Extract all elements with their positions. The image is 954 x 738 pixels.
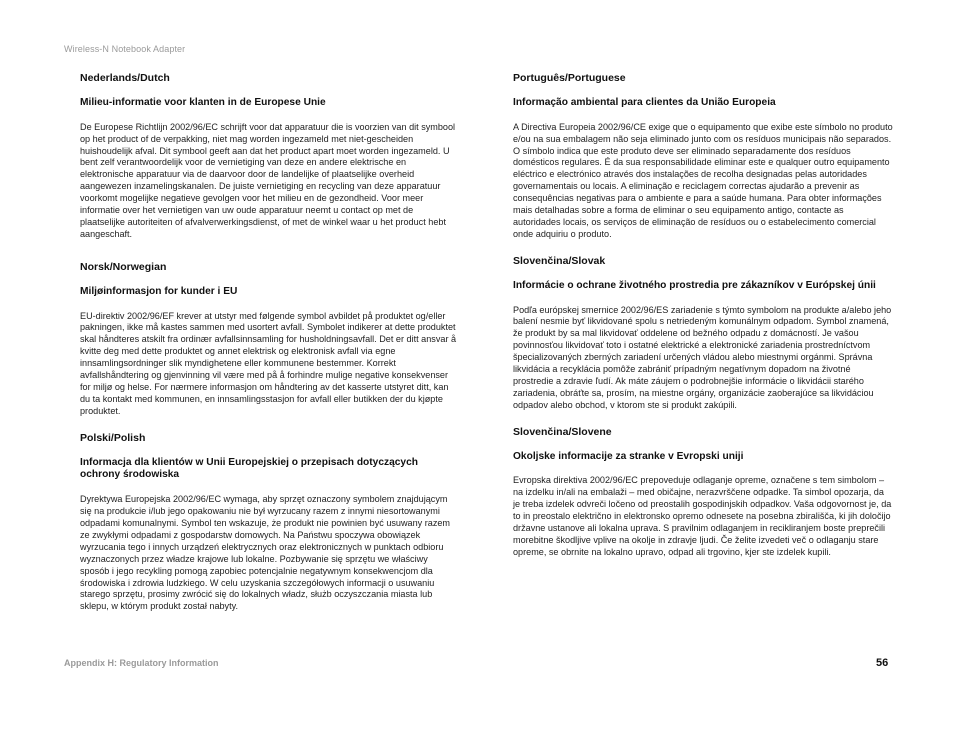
- right-column: [513, 72, 893, 571]
- section-heading: Informacja dla klientów w Unii Europejskiej o przepisach dotyczących ochrony środowiska: [80, 456, 418, 481]
- language-title: Polski/Polish: [80, 431, 146, 444]
- section-heading: Okoljske informacije za stranke v Evropski uniji: [513, 450, 744, 462]
- language-title: Norsk/Norwegian: [80, 260, 167, 273]
- section-body: A Directiva Europeia 2002/96/CE exige que o equipamento que exibe este símbolo no produto e/ou na sua embalagem não seja eliminado junto com os resíduos municipais não separados. O símbolo indica que este produto deve ser eliminado separadamente dos resíduos domésticos regulares. É da sua responsabilidade eliminar este e qualquer outro equipamento eléctrico e electrónico através dos instalações de recolha designadas pelas autoridades governamentais ou locais. A eliminação e reciclagem correctas ajudarão a prevenir as consequências negativas para o ambiente e para a saúde humana. Para obter informações mais detalhadas sobre a forma de eliminar o seu equipamento antigo, contacte as autoridades locais, os serviços de eliminação de resíduos ou o estabelecimento comercial onde adquiriu o produto.: [513, 121, 893, 239]
- section-portuguese: [513, 72, 893, 241]
- language-title: Slovenčina/Slovak: [513, 254, 606, 267]
- document-header: Wireless-N Notebook Adapter: [64, 44, 186, 54]
- section-heading: Informácie o ochrane životného prostredia pre zákazníkov v Európskej únii: [513, 279, 876, 291]
- section-slovene: [513, 426, 893, 559]
- section-heading: Milieu-informatie voor klanten in de Europese Unie: [80, 97, 326, 108]
- language-title: Slovenčina/Slovene: [513, 425, 612, 438]
- footer-section-title: Appendix H: Regulatory Information: [64, 658, 219, 668]
- section-norwegian: [80, 261, 458, 418]
- section-heading: Informação ambiental para clientes da União Europeia: [513, 97, 776, 108]
- section-polish: [80, 432, 458, 614]
- language-title: Português/Portuguese: [513, 72, 626, 84]
- section-slovak: [513, 255, 893, 412]
- section-dutch: [80, 72, 458, 241]
- section-body: Podľa európskej smernice 2002/96/ES zariadenie s týmto symbolom na produkte a/alebo jeho balení nesmie byť likvidované spolu s netriedeným komunálnym odpadom. Symbol znamená, že produkt by sa mal likvidovať oddelene od bežného odpadu z domácností. Je vašou povinnosťou likvidovať toto i ostatné elektrické a elektronické zariadenia prostredníctvom špecializovaných zberných zariadení určených vládou alebo miestnymi orgánmi. Správna likvidácia a recyklácia pomôže zabrániť prípadným negatívnym dopadom na životné prostredie a zdravie ľudí. Ak máte záujem o podrobnejšie informácie o likvidácii starého zariadenia, obráťte sa, prosím, na miestne orgány, organizácie zaoberajúce sa likvidáciou odpadov alebo obchod, v ktorom ste si produkt zakúpili.: [513, 304, 892, 410]
- section-body: Evropska direktiva 2002/96/EC prepoveduje odlaganje opreme, označene s tem simbolom – na izdelku in/ali na embalaži – med običajne, nerazvrščene odpadke. Ta simbol opozarja, da je treba izdelek odvreči ločeno od preostalih gospodinjskih odpadkov. Vaša odgovornost je, da to in preostalo električno in elektronsko opremo odnesete na posebna zbirališča, ki jih določijo državne ustanove ali lokalna uprava. S pravilnim odlaganjem in recikliranjem boste preprečili morebitne škodljive vplive na okolje in zdravje ljudi. Če želite izvedeti več o odlaganju stare opreme, se obrnite na lokalno upravo, odpad ali trgovino, kjer ste izdelek kupili.: [513, 475, 892, 557]
- section-body: EU-direktiv 2002/96/EF krever at utstyr med følgende symbol avbildet på produktet og/eller pakningen, ikke må kastes sammen med usortert avfall. Symbolet indikerer at dette produktet skal håndteres atskilt fra ordinær avfallsinnsamling for husholdningsavfall. Det er ditt ansvar å kvitte deg med dette produktet og annet elektrisk og elektronisk avfall via egne innsamlingsordninger slik myndighetene eller kommunene bestemmer. Korrekt avfallshåndtering og gjenvinning vil være med på å forhindre mulige negative konsekvenser for miljø og helse. For nærmere informasjon om håndtering av det kasserte utstyret ditt, kan du ta kontakt med kommunen, en innsamlingsstasjon for avfall eller butikken der du kjøpte produktet.: [80, 310, 457, 416]
- section-heading: Miljøinformasjon for kunder i EU: [80, 285, 238, 297]
- left-column: [80, 72, 458, 625]
- section-body: De Europese Richtlijn 2002/96/EC schrijft voor dat apparatuur die is voorzien van dit symbool op het product of de verpakking, niet mag worden ingezameld met niet-gescheiden huishoudelijk afval. Dit symbool geeft aan dat het product apart moet worden ingezameld. U bent zelf verantwoordelijk voor de vernietiging van deze en andere elektrische en elektronische apparatuur via de daarvoor door de landelijke of plaatselijke overheid aangewezen inzamelingskanalen. De juiste vernietiging en recycling van deze apparatuur voorkomt mogelijke negatieve gevolgen voor het milieu en de gezondheid. Voor meer informatie over het vernietigen van uw oude apparatuur neemt u contact op met de plaatselijke autoriteiten of afvalverwerkingsdienst, of met de winkel waar u het product hebt aangeschaft.: [80, 121, 456, 239]
- section-body: Dyrektywa Europejska 2002/96/EC wymaga, aby sprzęt oznaczony symbolem znajdującym się na produkcie i/lub jego opakowaniu nie był wyrzucany razem z innymi niesortowanymi odpadami komunalnymi. Symbol ten wskazuje, że produkt nie powinien być usuwany razem ze zwykłymi odpadami z gospodarstw domowych. Na Państwu spoczywa obowiązek wyrzucania tego i innych urządzeń elektrycznych oraz elektronicznych w punktach odbioru wyznaczonych przez władze krajowe lub lokalne. Pozbywanie się sprzętu we właściwy sposób i jego recykling pomogą zapobiec potencjalnie negatywnym konsekwencjom dla środowiska i zdrowia ludzkiego. W celu uzyskania szczegółowych informacji o usuwaniu starego sprzętu, prosimy zwrócić się do lokalnych władz, służb oczyszczania miasta lub sklepu, w którym produkt został nabyty.: [80, 494, 450, 612]
- language-title: Nederlands/Dutch: [80, 72, 170, 84]
- page-number: 56: [876, 657, 889, 669]
